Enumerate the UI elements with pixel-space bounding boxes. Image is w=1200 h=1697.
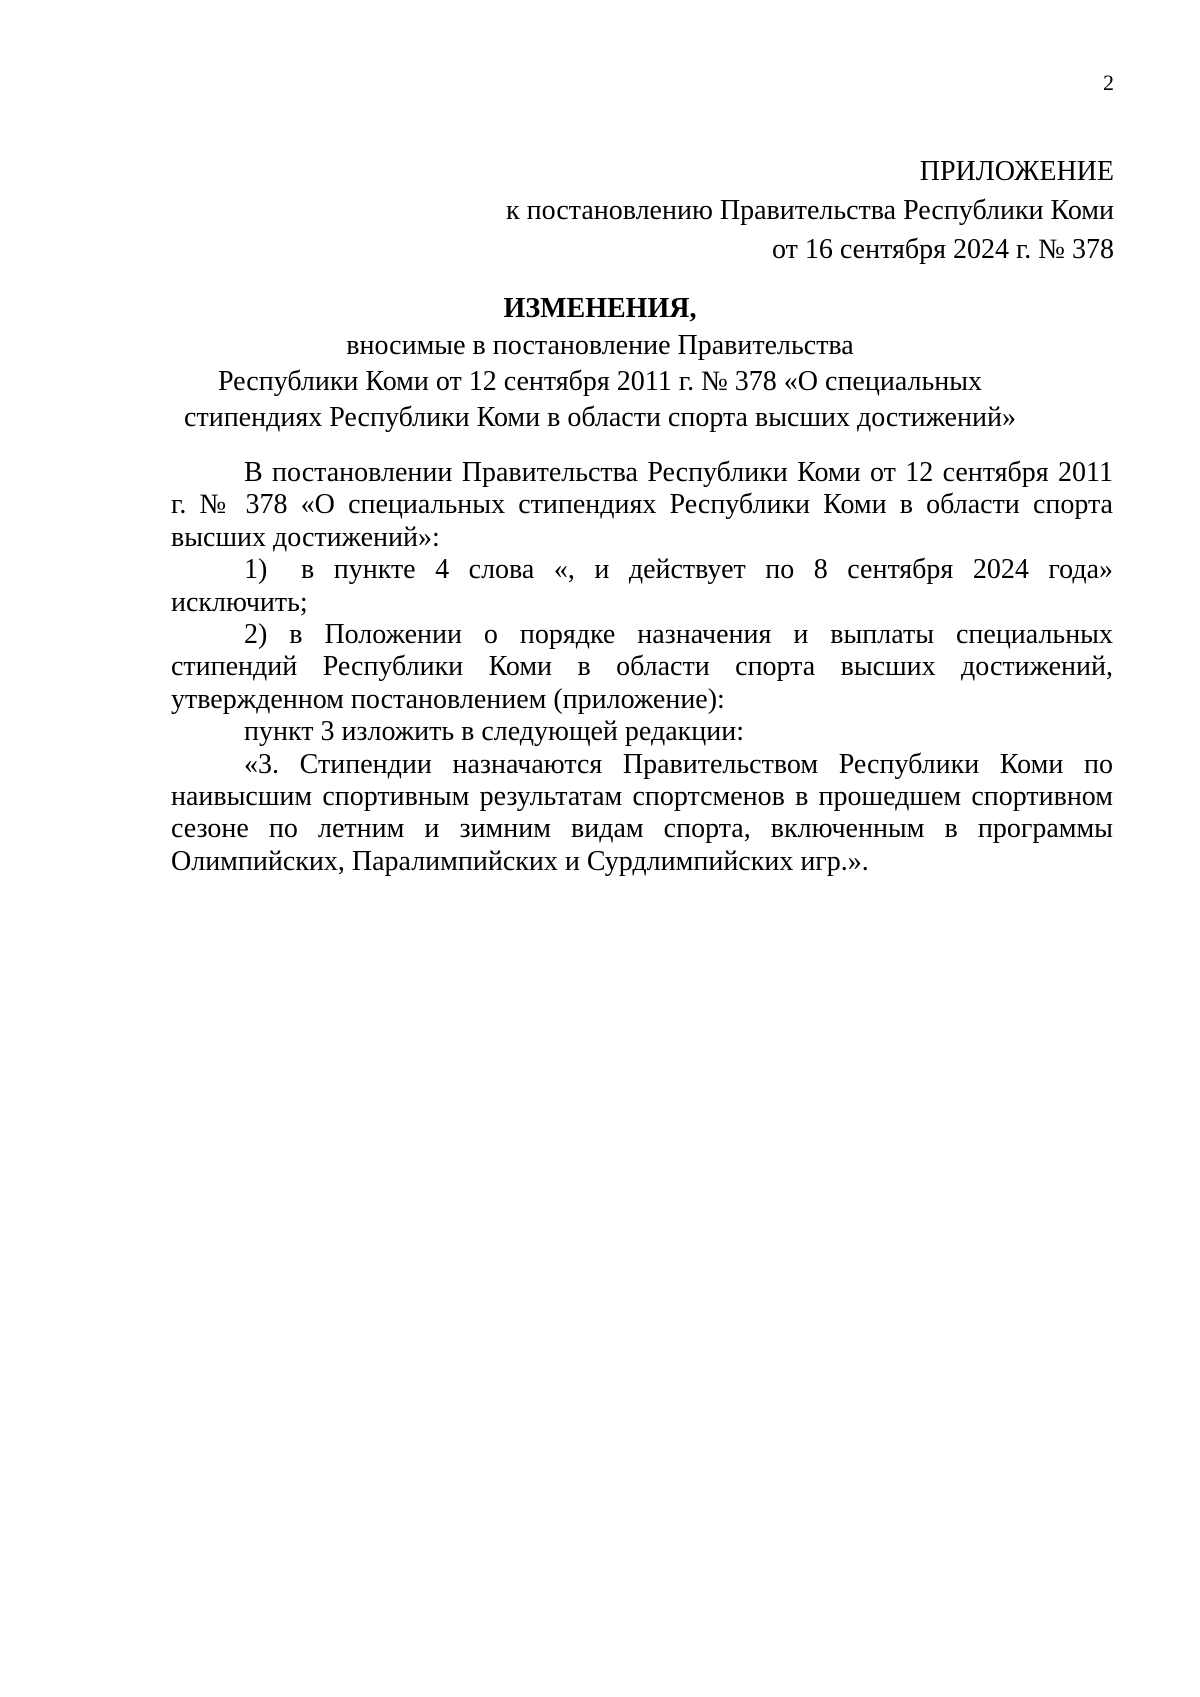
appendix-label: ПРИЛОЖЕНИЕ [919, 156, 1114, 187]
item-1-text: в пункте 4 слова «, и действует по 8 сентября 2024 года» исключить; [171, 554, 1113, 618]
page-number: 2 [1103, 70, 1114, 95]
item-1-number: 1) [244, 554, 268, 586]
item-2-paragraph: 2) в Положении о порядке назначения и выплаты специальных стипендий Республики Коми в области спорта высших достижений, утвержденном постановлением (приложение): [171, 619, 1113, 715]
title-heading: ИЗМЕНЕНИЯ, [503, 293, 697, 324]
appendix-reference: к постановлению Правительства Республики Коми [506, 195, 1114, 226]
title-line-2: Республики Коми от 12 сентября 2011 г. № 378 «О специальных [217, 366, 983, 397]
appendix-header [506, 152, 1114, 269]
title-line-3: стипендиях Республики Коми в области спорта высших достижений» [184, 402, 1016, 433]
document-title [0, 290, 1200, 436]
title-line-1: вносимые в постановление Правительства [346, 330, 854, 361]
item-1-paragraph [171, 554, 1113, 619]
item-2-instruction: пункт 3 изложить в следующей редакции: [244, 716, 744, 748]
appendix-date-number: от 16 сентября 2024 г. № 378 [772, 234, 1114, 265]
intro-paragraph: В постановлении Правительства Республики Коми от 12 сентября 2011 г. № 378 «О специальных стипендиях Республики Коми в области спорта высших достижений»: [171, 457, 1113, 553]
document-body [171, 457, 1113, 878]
item-2-quote: «3. Стипендии назначаются Правительством Республики Коми по наивысшим спортивным результатам спортсменов в прошедшем спортивном сезоне по летним и зимним видам спорта, включенным в программы Олимпийских, Паралимпийских и Сурдлимпийских игр.». [171, 748, 1113, 877]
